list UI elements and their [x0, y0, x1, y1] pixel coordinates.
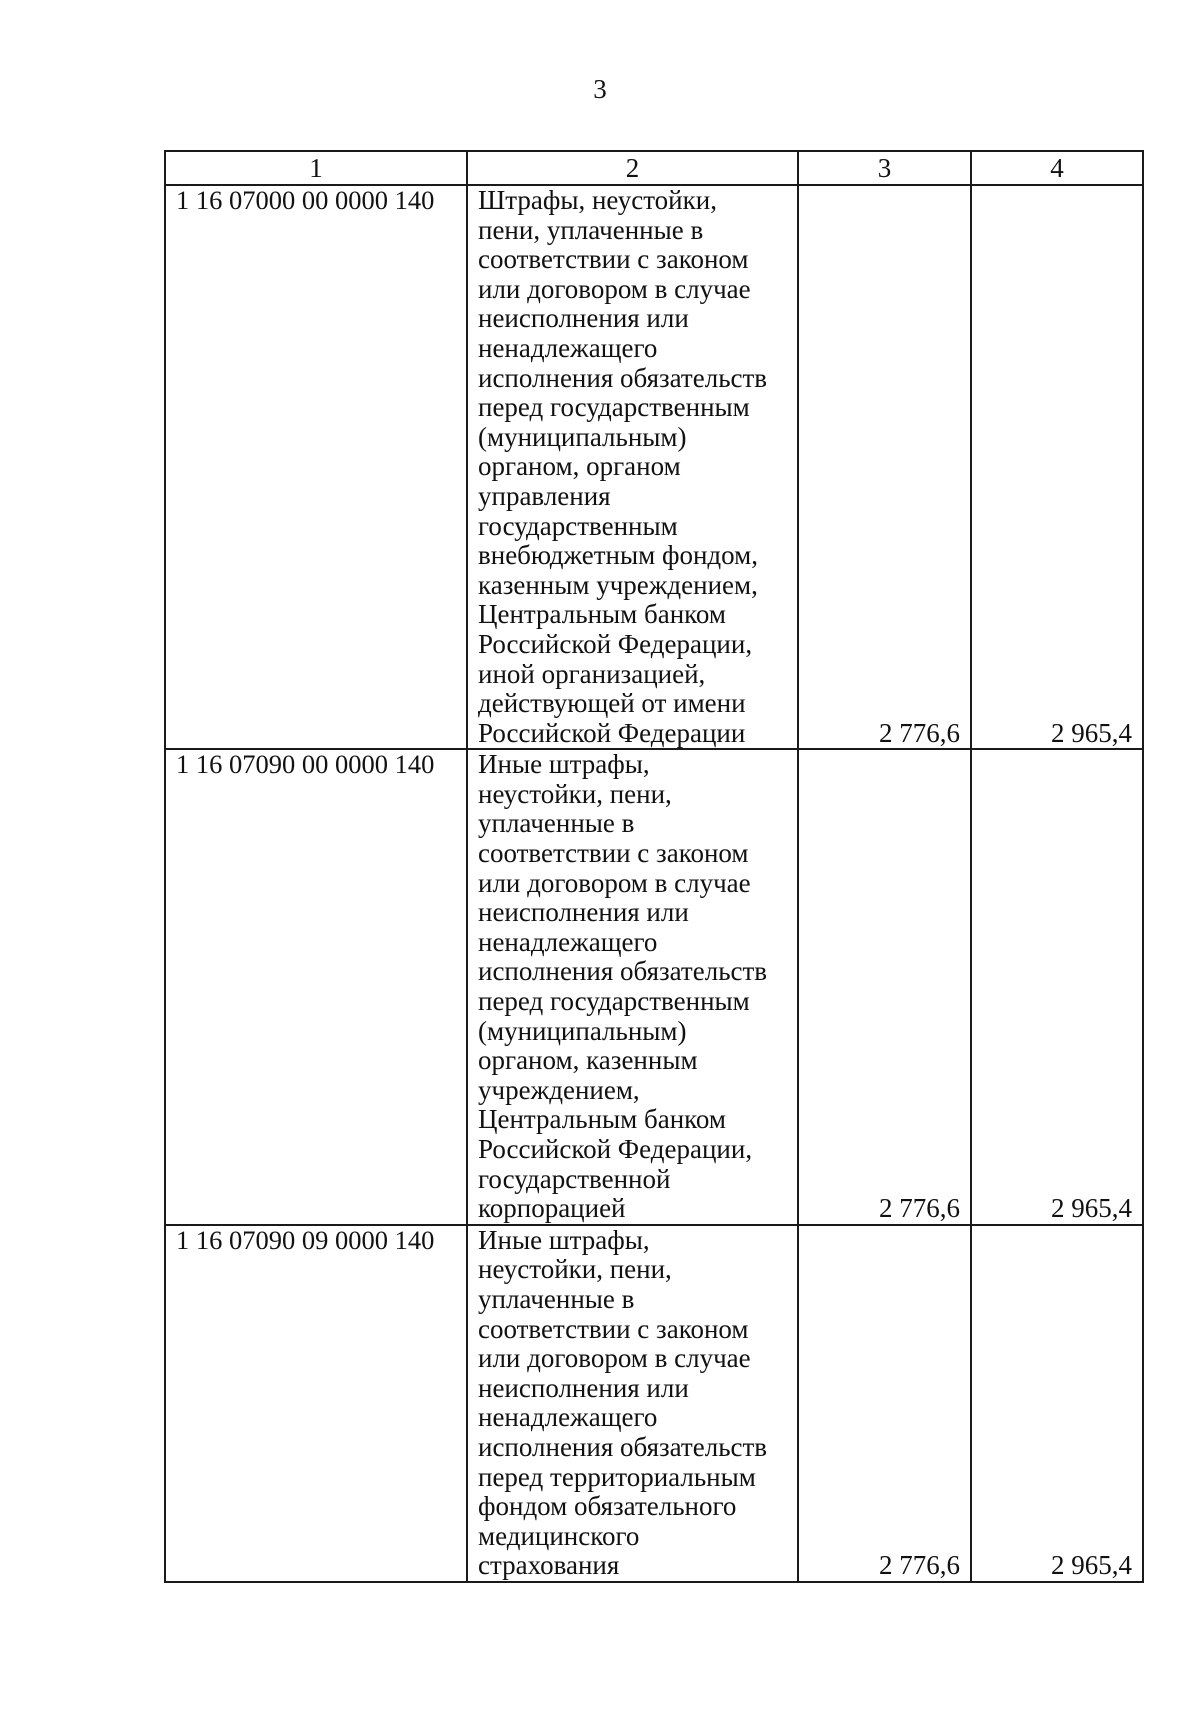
- name-line: неустойки, пени,: [478, 778, 672, 809]
- table-row: [165, 749, 1143, 1225]
- name-line: исполнения обязательств: [478, 956, 768, 987]
- name-line: действующей от имени: [478, 688, 746, 719]
- value-col4-cell: 2 965,4: [971, 185, 1143, 749]
- name-line: учреждением,: [478, 1074, 640, 1105]
- header-row: [165, 151, 1143, 185]
- name-line: органом, органом: [478, 451, 681, 482]
- name-line: или договором в случае: [478, 1343, 751, 1374]
- name-line: ненадлежащего: [478, 926, 658, 957]
- name-line: соответствии с законом: [478, 244, 749, 275]
- revenue-name-cell: [467, 1225, 798, 1582]
- table-row: [165, 1225, 1143, 1582]
- name-line: уплаченные в: [478, 808, 635, 839]
- name-line: казенным учреждением,: [478, 569, 758, 600]
- value-col4-cell: 2 965,4: [971, 1225, 1143, 1582]
- name-line: медицинского: [478, 1520, 640, 1551]
- column-header-1: 1: [165, 151, 467, 185]
- table-row: [165, 185, 1143, 749]
- budget-table: [164, 150, 1144, 1583]
- name-line: страхования: [478, 1550, 620, 1581]
- name-line: соответствии с законом: [478, 838, 749, 869]
- name-line: фондом обязательного: [478, 1491, 737, 1522]
- value-col3-cell: 2 776,6: [798, 749, 971, 1225]
- revenue-name-cell: [467, 185, 798, 749]
- value-col3-cell: 2 776,6: [798, 1225, 971, 1582]
- name-line: иной организацией,: [478, 658, 706, 689]
- name-line: Российской Федерации,: [478, 1134, 753, 1164]
- name-line: неисполнения или: [478, 303, 689, 334]
- name-line: Штрафы, неустойки,: [478, 185, 717, 215]
- name-line: Центральным банком: [478, 1104, 726, 1135]
- name-line: органом, казенным: [478, 1045, 698, 1076]
- page-number: 3: [593, 74, 607, 104]
- name-line: Иные штрафы,: [478, 749, 650, 780]
- name-line: или договором в случае: [478, 273, 751, 304]
- name-line: неустойки, пени,: [478, 1254, 672, 1285]
- column-header-4: 4: [971, 151, 1143, 185]
- name-line: управления: [478, 480, 611, 511]
- name-line: пени, уплаченные в: [478, 214, 704, 245]
- name-line: перед государственным: [478, 392, 750, 423]
- name-line: или договором в случае: [478, 867, 751, 898]
- value-col3-cell: 2 776,6: [798, 185, 971, 749]
- column-header-2: 2: [467, 151, 798, 185]
- revenue-name-cell: [467, 749, 798, 1225]
- name-line: ненадлежащего: [478, 1402, 658, 1433]
- name-line: соответствии с законом: [478, 1313, 749, 1344]
- name-line: государственной: [478, 1163, 671, 1194]
- name-line: исполнения обязательств: [478, 362, 768, 393]
- name-line: ненадлежащего: [478, 332, 658, 363]
- name-line: перед государственным: [478, 986, 750, 1017]
- name-line: неисполнения или: [478, 1372, 689, 1403]
- name-line: внебюджетным фондом,: [478, 540, 758, 571]
- column-header-3: 3: [798, 151, 971, 185]
- name-line: (муниципальным): [478, 421, 687, 452]
- name-line: Российской Федерации: [478, 717, 746, 748]
- name-line: Российской Федерации,: [478, 628, 753, 659]
- name-line: Центральным банком: [478, 599, 726, 630]
- budget-code-cell: 1 16 07000 00 0000 140: [165, 185, 467, 749]
- name-line: Иные штрафы,: [478, 1224, 650, 1255]
- name-line: исполнения обязательств: [478, 1431, 768, 1462]
- name-line: (муниципальным): [478, 1015, 687, 1046]
- name-line: уплаченные в: [478, 1283, 635, 1314]
- budget-code-cell: 1 16 07090 09 0000 140: [165, 1225, 467, 1582]
- name-line: государственным: [478, 510, 678, 541]
- name-line: корпорацией: [478, 1193, 626, 1224]
- name-line: перед территориальным: [478, 1461, 756, 1492]
- value-col4-cell: 2 965,4: [971, 749, 1143, 1225]
- budget-code-cell: 1 16 07090 00 0000 140: [165, 749, 467, 1225]
- name-line: неисполнения или: [478, 897, 689, 928]
